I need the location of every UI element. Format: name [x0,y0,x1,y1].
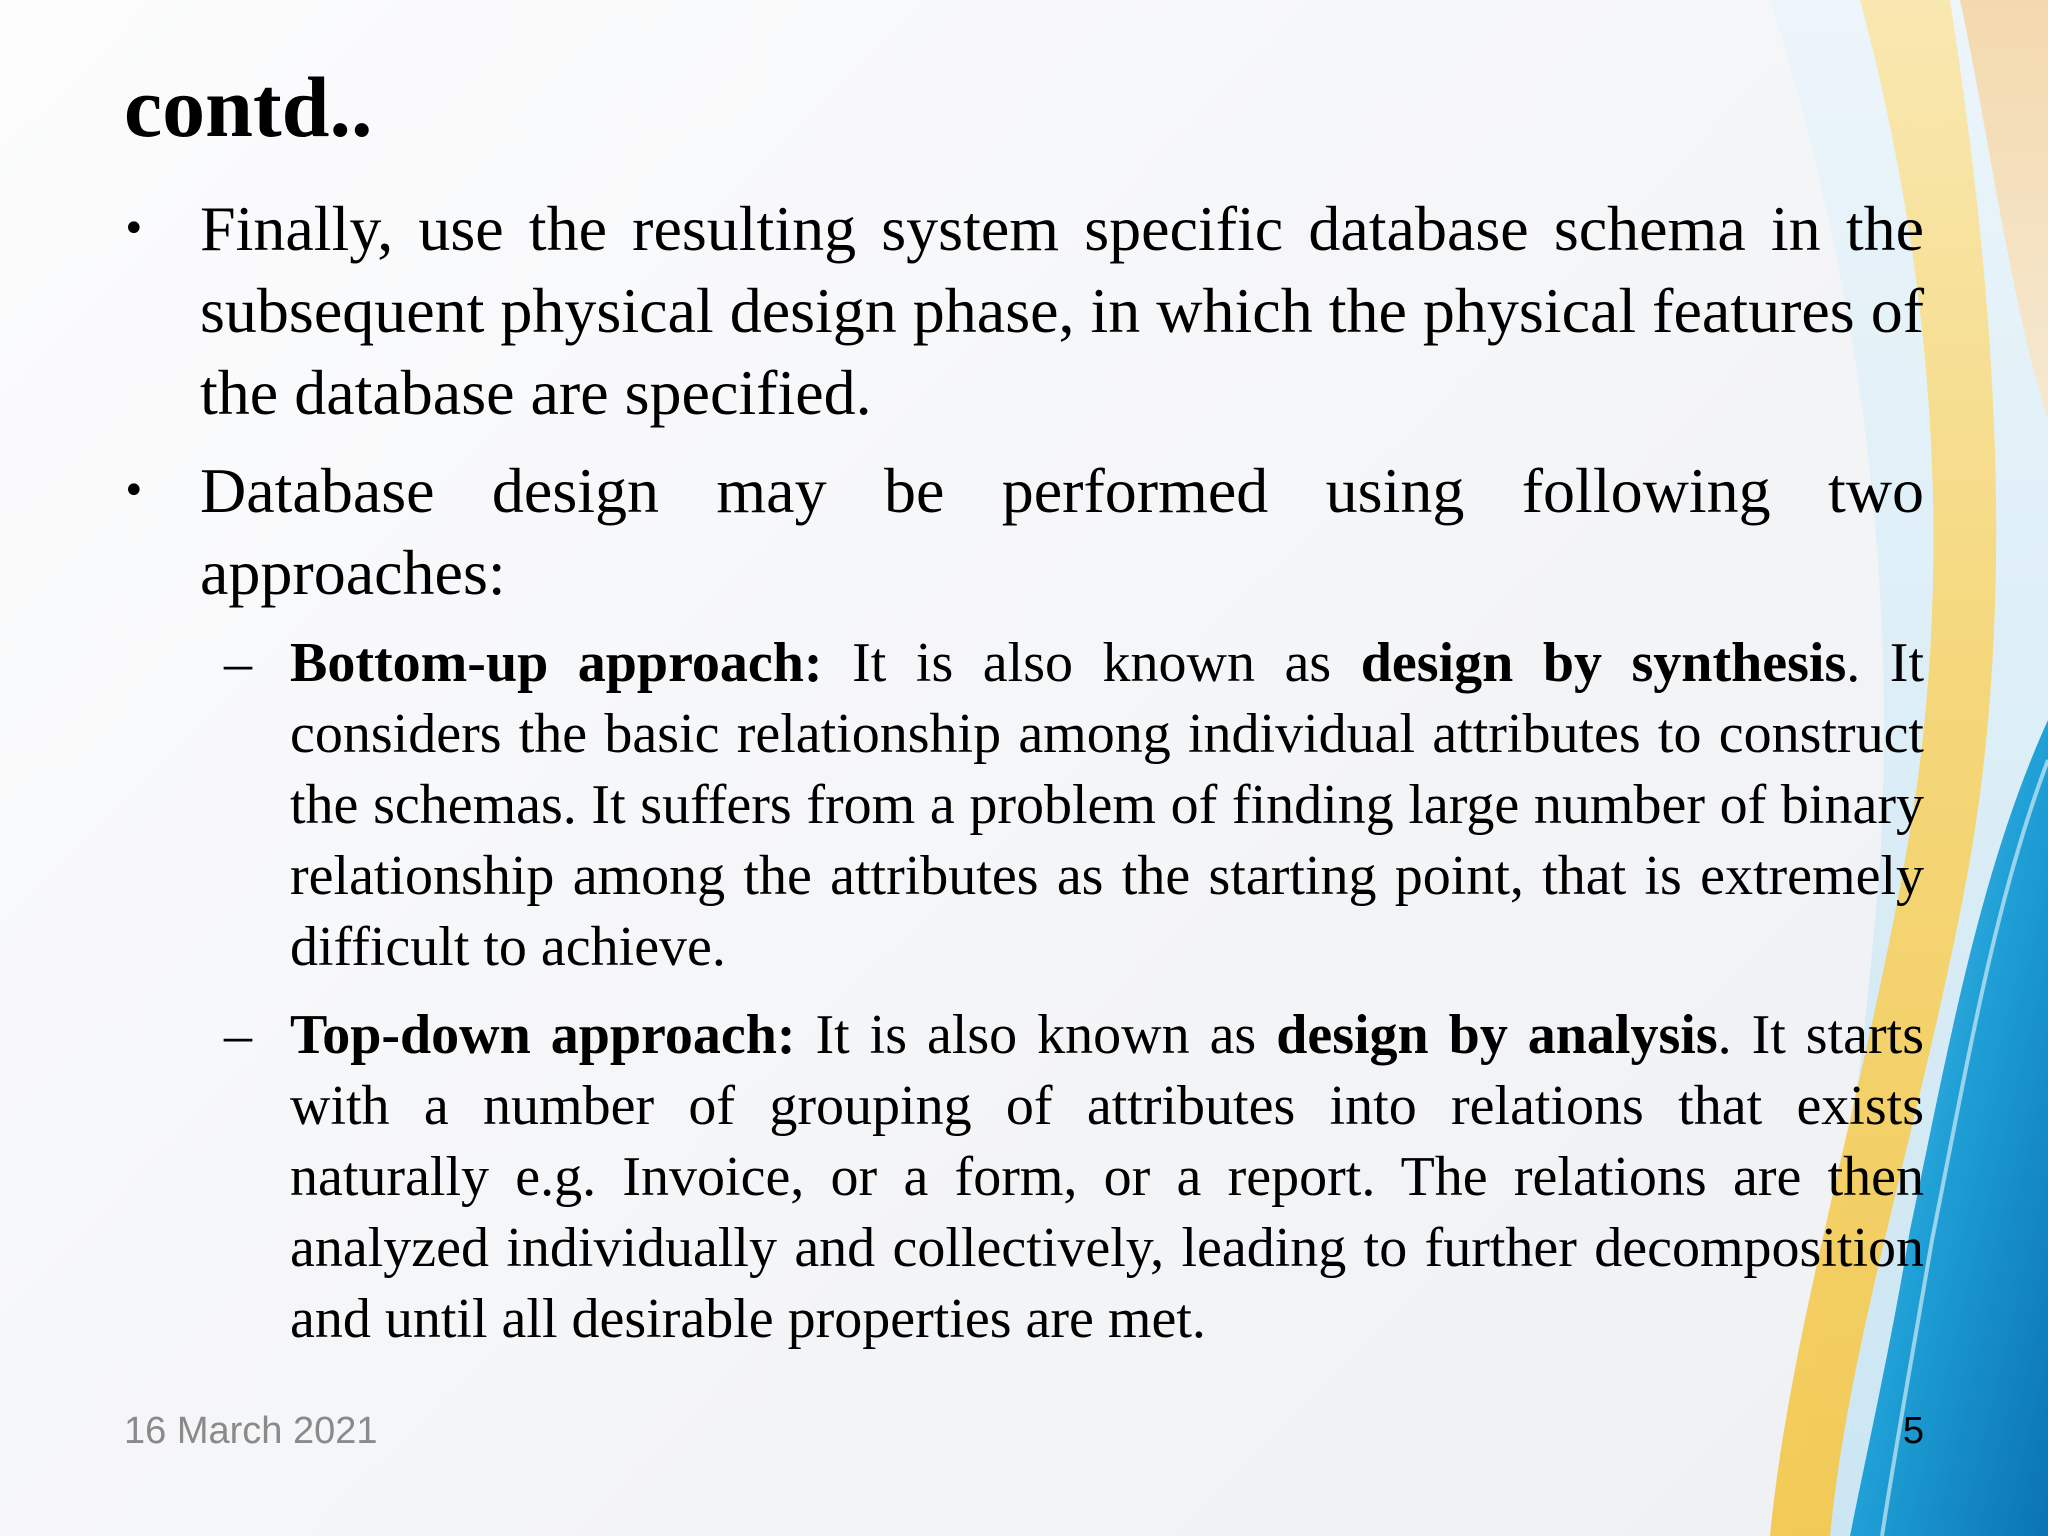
sub-bullet-text: . It considers the basic relationship among individual attributes to construct the schemas. It suffers from a problem of finding large number of binary relationship among the attributes as the starting point, that is extremely difficult to achieve. [290,632,1925,978]
bullet-text: Finally, use the resulting system specific database schema in the subsequent physical design phase, in which the physical features of the database are specified. [200,193,1924,428]
slide-title: contd.. [124,59,373,155]
sub-bullet-text: It is also known as [822,632,1361,694]
sub-bullet-top-down [224,1000,1925,1355]
bullet-marker: • [122,468,146,514]
bullet-item [122,450,1924,614]
approach-alias: design by synthesis [1360,632,1847,694]
dash-marker: – [224,632,252,694]
bullet-marker: • [122,206,146,252]
sub-bullet-text: . It starts with a number of grouping of attributes into relations that exists naturally e.g. Invoice, or a form, or a report. The relations are then analyzed individually and collectively, leading to further decomposition and until all desirable properties are met. [290,1004,1925,1350]
sub-bullet-bottom-up [224,628,1925,983]
approach-alias: design by analysis [1276,1004,1718,1066]
footer-date: 16 March 2021 [124,1410,378,1452]
approach-label: Bottom-up approach: [290,632,823,694]
dash-marker: – [224,1004,252,1066]
page-number: 5 [1902,1410,1924,1452]
sub-bullet-text: It is also known as [795,1004,1277,1066]
approach-label: Top-down approach: [290,1004,796,1066]
bullet-text: Database design may be performed using following two approaches: [200,455,1924,608]
bullet-item [122,188,1924,434]
